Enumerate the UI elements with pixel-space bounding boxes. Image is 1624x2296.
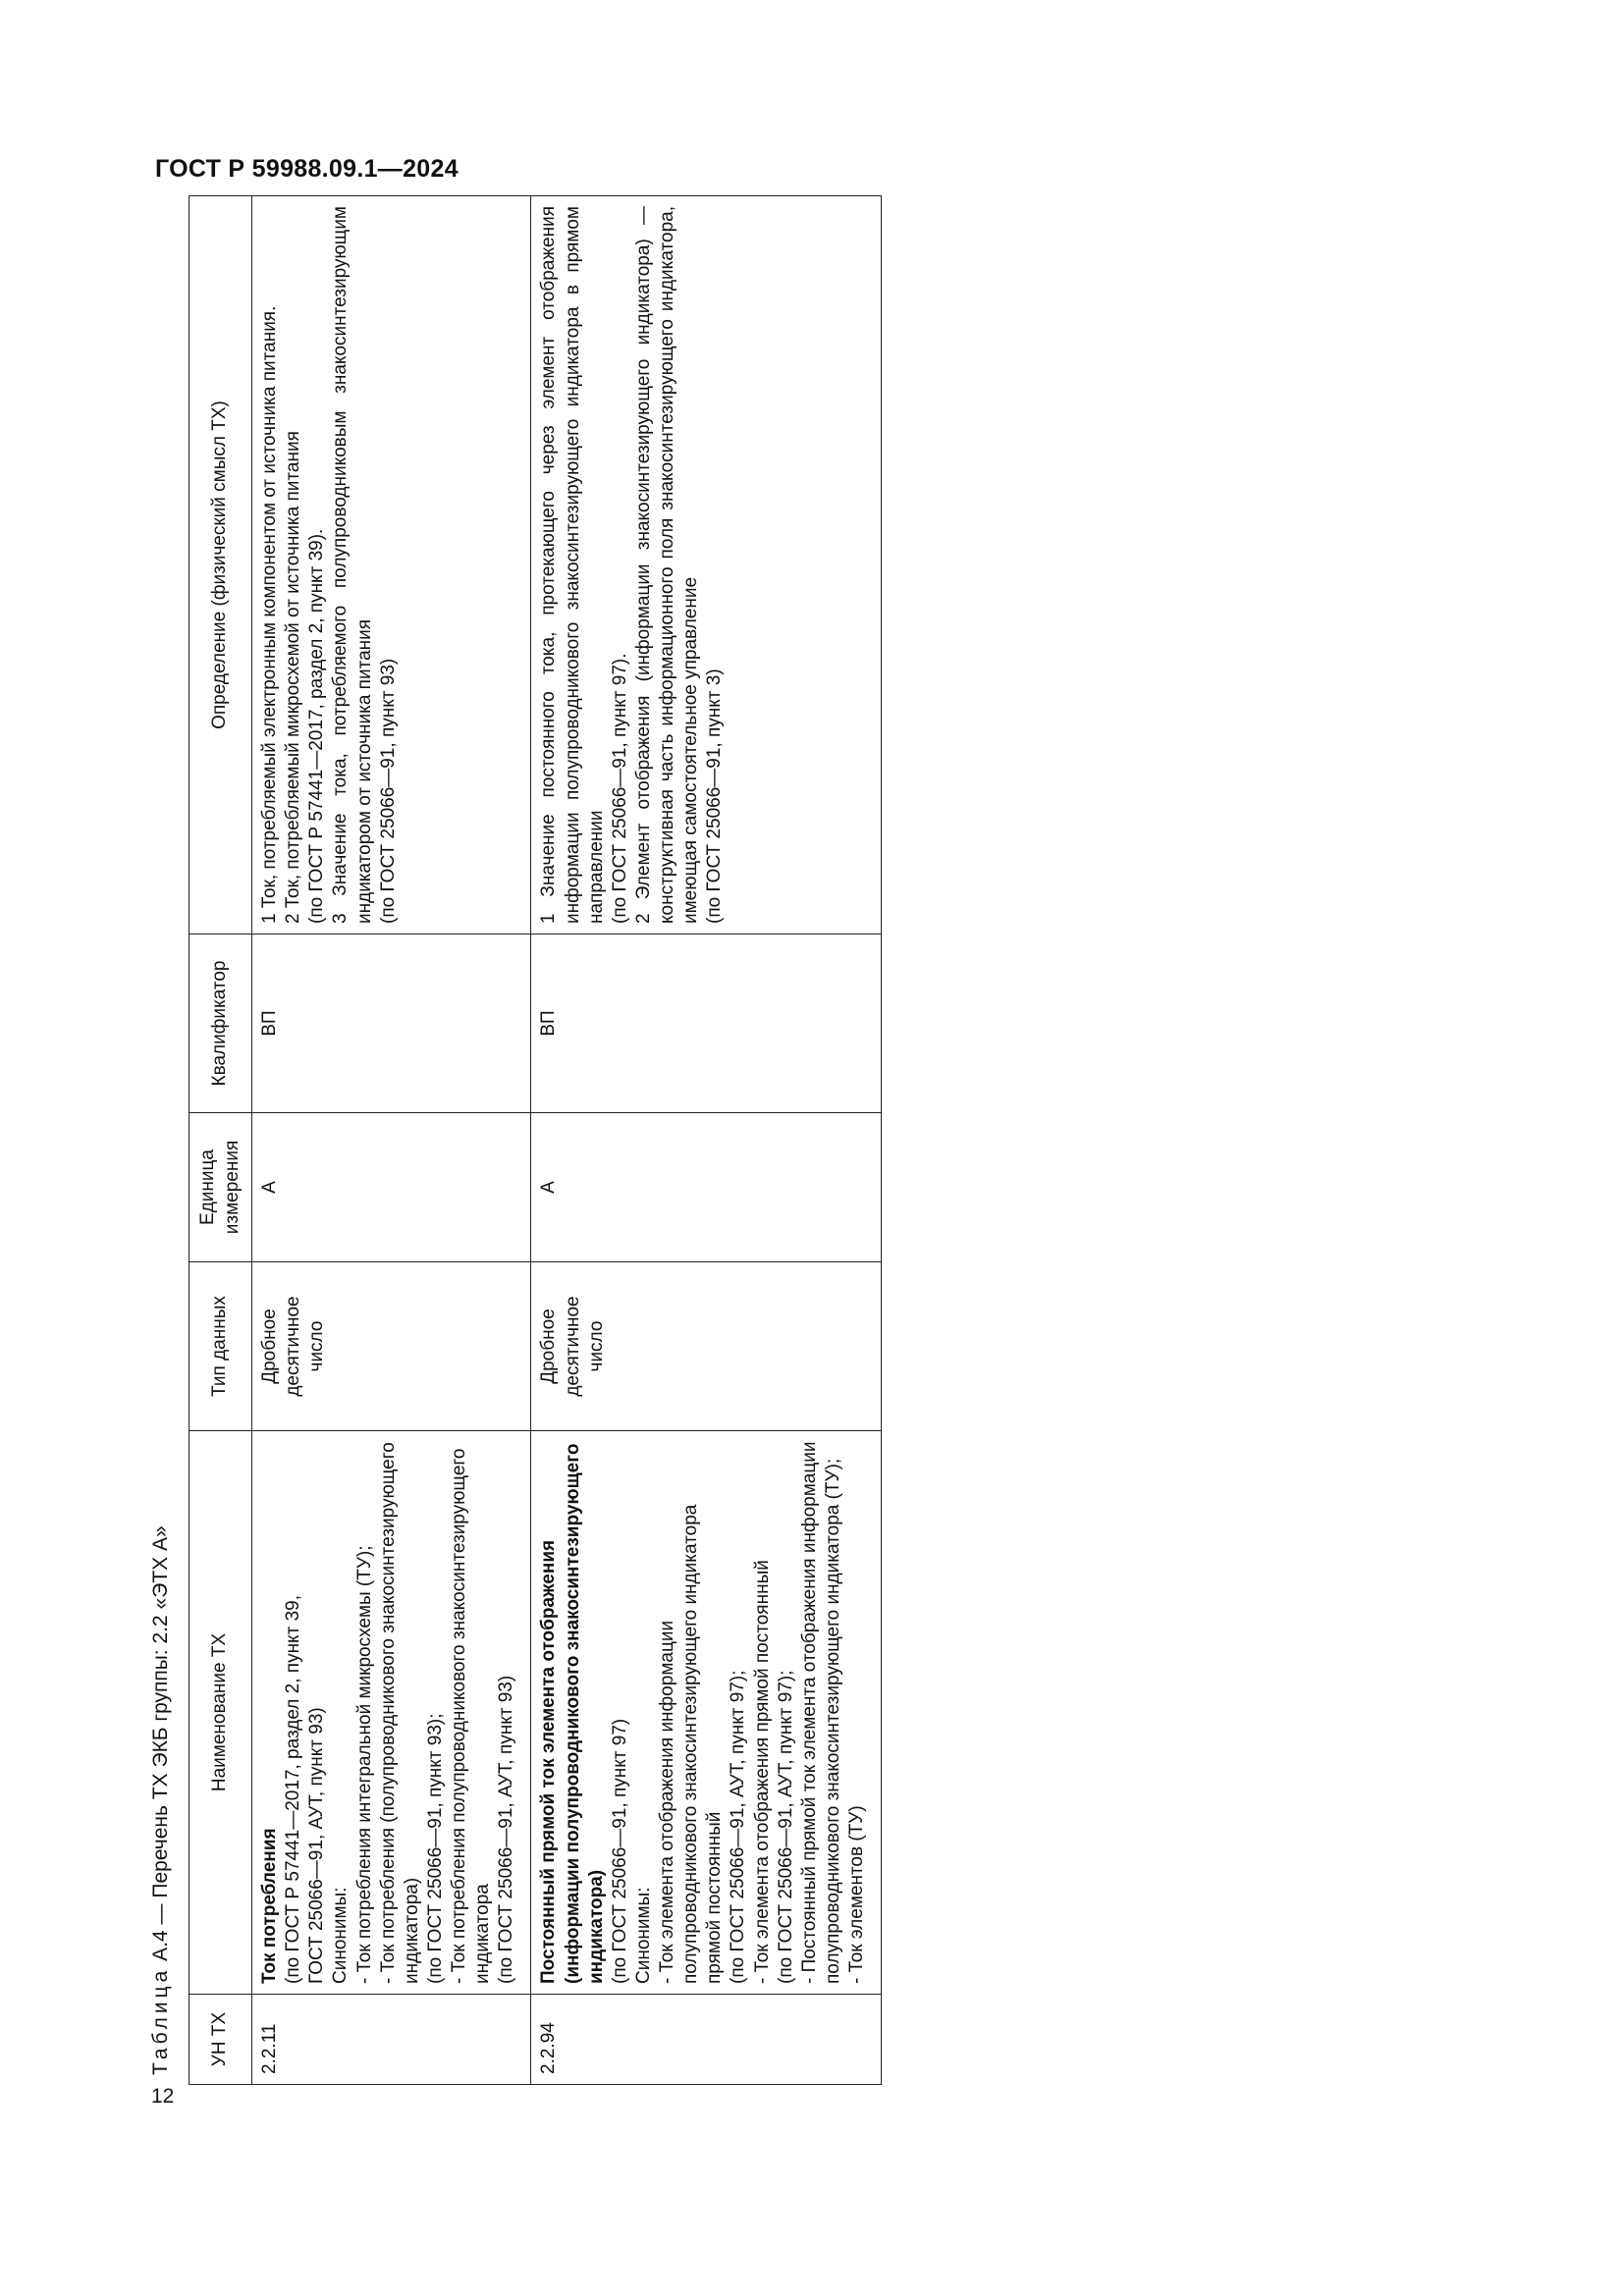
name-line: (по ГОСТ 25066—91, АУТ, пункт 93) <box>496 1675 517 1984</box>
name-line: ГОСТ 25066—91, АУТ, пункт 93) <box>306 1707 328 1984</box>
name-line: - Постоянный прямой ток элемента отображения информации полупроводникового знакосинтезирующего индикатора (ТУ); <box>798 1441 843 1984</box>
cell-qualifier: ВП <box>252 934 531 1113</box>
cell-name <box>531 1431 882 1995</box>
name-line: Синонимы: <box>632 1887 654 1984</box>
name-line: - Ток элемента отображения информации полупроводникового знакосинтезирующего индикатора прямой постоянный <box>657 1504 726 1984</box>
definition-line: 2 Ток, потребляемый микросхемой от источника питания <box>283 431 304 924</box>
cell-unit: А <box>252 1113 531 1262</box>
column-header-qualifier: Квалификатор <box>189 934 252 1113</box>
cell-id: 2.2.94 <box>531 1995 882 2085</box>
name-line: (по ГОСТ Р 57441—2017, раздел 2, пункт 39, <box>283 1595 304 1984</box>
document-header: ГОСТ Р 59988.09.1—2024 <box>155 155 459 183</box>
name-title: Постоянный прямой ток элемента отображения (информации полупроводникового знакосинтезирующего индикатора) <box>538 1443 607 1984</box>
characteristics-table <box>189 195 882 2085</box>
definition-line: (по ГОСТ Р 57441—2017, раздел 2, пункт 39). <box>306 528 328 924</box>
name-title: Ток потребления <box>259 1828 280 1984</box>
definition-line: 1 Ток, потребляемый электронным компонентом от источника питания. <box>259 305 280 924</box>
name-line: (по ГОСТ 25066—91, АУТ, пункт 97); <box>775 1670 796 1984</box>
name-line: (по ГОСТ 25066—91, пункт 93); <box>424 1713 446 1984</box>
column-header-id: УН ТХ <box>189 1995 252 2085</box>
table-caption <box>149 1525 173 2075</box>
rotated-table-area <box>145 196 1123 2085</box>
column-header-definition: Определение (физический смысл ТХ) <box>189 196 252 934</box>
definition-line: (по ГОСТ 25066—91, пункт 3) <box>704 668 726 924</box>
definition-line: (по ГОСТ 25066—91, пункт 97). <box>609 653 630 924</box>
table-row <box>531 196 882 2085</box>
column-header-unit: Единица измерения <box>189 1113 252 1262</box>
cell-name <box>252 1431 531 1995</box>
definition-line: 1 Значение постоянного тока, протекающего через элемент отображения информации полупроводникового знакосинтезирующего индикатора в прямом направлении <box>538 206 607 924</box>
table-caption-label: Таблица <box>149 1966 172 2075</box>
name-line: Синонимы: <box>330 1887 352 1984</box>
table-header-row <box>189 196 252 2085</box>
table-caption-text: А.4 — Перечень ТХ ЭКБ группы: 2.2 «ЭТХ А» <box>149 1525 172 1961</box>
name-line: - Ток потребления полупроводникового знакосинтезирующего индикатора <box>449 1448 494 1984</box>
page-number: 12 <box>151 2085 175 2108</box>
cell-unit: А <box>531 1113 882 1262</box>
cell-definition <box>531 196 882 934</box>
cell-data-type: Дробное десятичное число <box>531 1262 882 1431</box>
column-header-name: Наименование ТХ <box>189 1431 252 1995</box>
cell-id: 2.2.11 <box>252 1995 531 2085</box>
name-line: - Ток элементов (ТУ) <box>846 1805 867 1984</box>
table-row <box>252 196 531 2085</box>
column-header-data-type: Тип данных <box>189 1262 252 1431</box>
name-line: - Ток потребления (полупроводникового знакосинтезирующего индикатора) <box>377 1442 422 1984</box>
name-line: (по ГОСТ 25066—91, АУТ, пункт 97); <box>728 1670 749 1984</box>
name-line: (по ГОСТ 25066—91, пункт 97) <box>609 1718 630 1984</box>
definition-line: (по ГОСТ 25066—91, пункт 93) <box>377 658 399 924</box>
cell-data-type: Дробное десятичное число <box>252 1262 531 1431</box>
definition-line: 3 Значение тока, потребляемого полупроводниковым знакосинтезирующим индикатором от источника питания <box>330 206 375 924</box>
definition-line: 2 Элемент отображения (информации знакосинтезирующего индикатора) — конструктивная часть информационного поля знакосинтезирующего индикатора, имеющая самостоятельное управление <box>632 206 702 924</box>
name-line: - Ток элемента отображения прямой постоянный <box>751 1560 773 1984</box>
name-line: - Ток потребления интегральной микросхемы (ТУ); <box>353 1545 375 1984</box>
cell-qualifier: ВП <box>531 934 882 1113</box>
cell-definition <box>252 196 531 934</box>
